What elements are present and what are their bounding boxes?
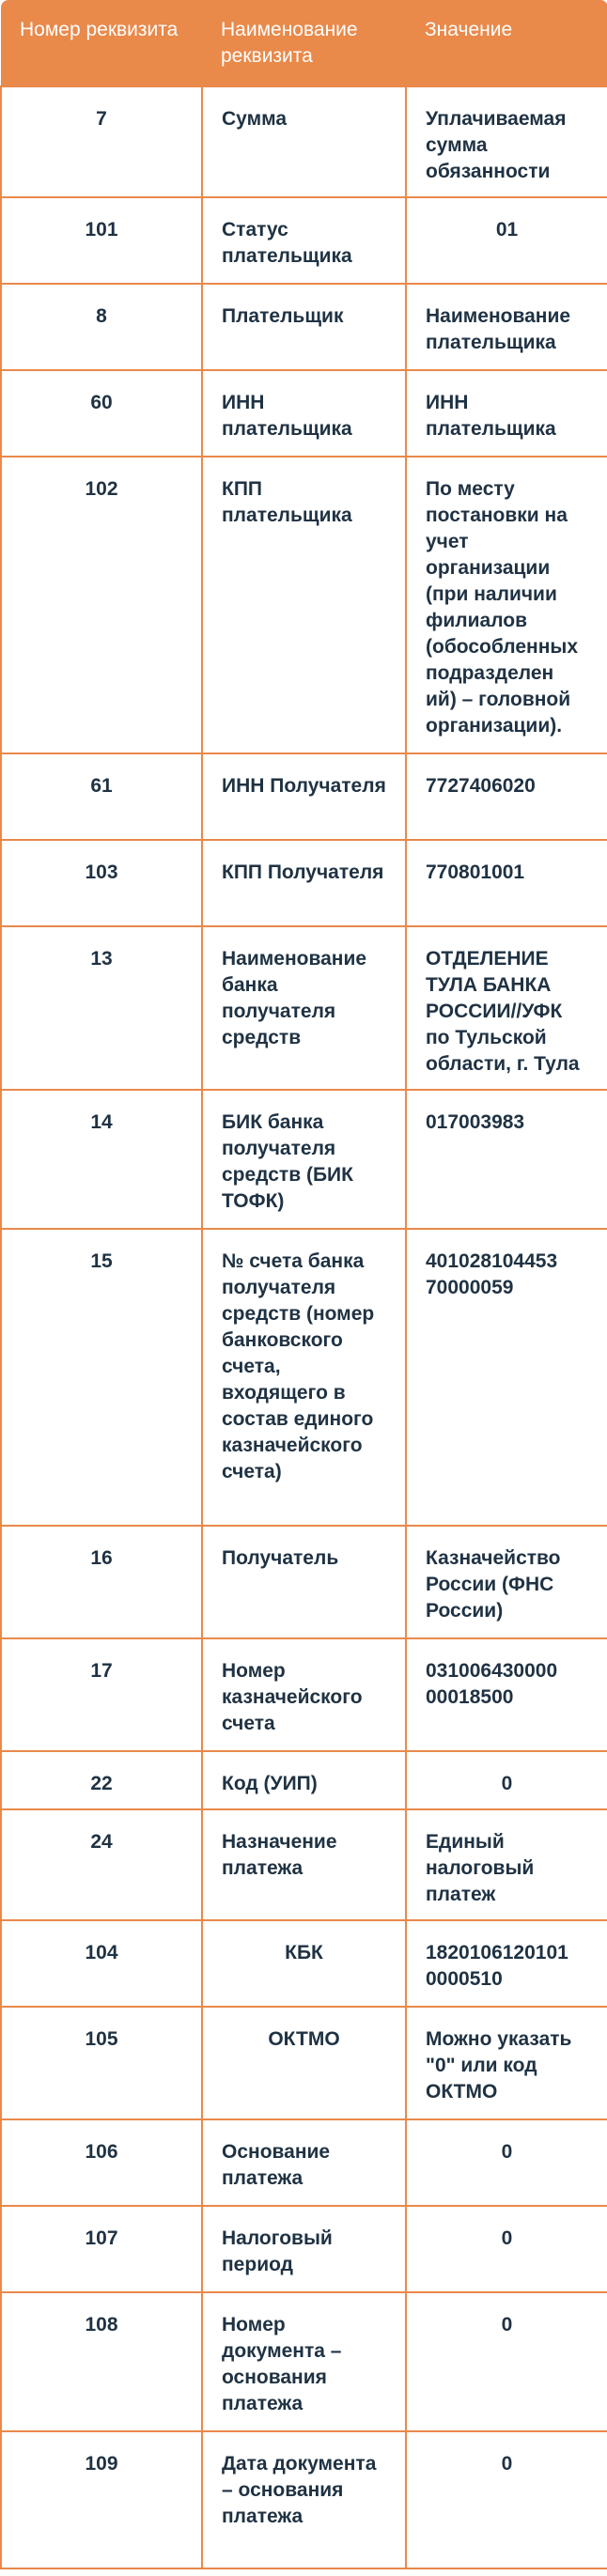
table-row (1, 753, 607, 840)
row-number: 60 (1, 370, 202, 457)
row-value: 0 (406, 2431, 607, 2568)
table-body (1, 86, 607, 2568)
row-number: 107 (1, 2206, 202, 2292)
table-row (1, 2431, 607, 2568)
row-value: 031006430000 00018500 (406, 1638, 607, 1751)
header-number: Номер реквизита (1, 0, 202, 86)
row-number: 14 (1, 1090, 202, 1229)
table-row (1, 370, 607, 457)
row-number: 22 (1, 1751, 202, 1809)
row-name: Наименование банка получателя средств (202, 926, 406, 1090)
table-row (1, 1526, 607, 1638)
row-name: КПП плательщика (202, 457, 406, 753)
row-name: КБК (202, 1920, 406, 2007)
row-name: КПП Получателя (202, 840, 406, 926)
table-row (1, 197, 607, 284)
row-value: 01 (406, 197, 607, 284)
row-number: 103 (1, 840, 202, 926)
table-row (1, 86, 607, 197)
table-row (1, 2007, 607, 2119)
table-row (1, 457, 607, 753)
row-number: 104 (1, 1920, 202, 2007)
row-name: Плательщик (202, 284, 406, 370)
row-number: 16 (1, 1526, 202, 1638)
row-value: 401028104453 70000059 (406, 1229, 607, 1526)
row-name: Получатель (202, 1526, 406, 1638)
row-number: 17 (1, 1638, 202, 1751)
row-value: 7727406020 (406, 753, 607, 840)
row-value: 017003983 (406, 1090, 607, 1229)
row-name: ОКТМО (202, 2007, 406, 2119)
row-value: 0 (406, 2206, 607, 2292)
row-name: № счета банка получателя средств (номер банковского счета, входящего в состав единого казначейского счета) (202, 1229, 406, 1526)
row-value: 1820106120101 0000510 (406, 1920, 607, 2007)
row-number: 15 (1, 1229, 202, 1526)
header-name: Наименование реквизита (202, 0, 406, 86)
table-row (1, 2119, 607, 2206)
row-name: Основание платежа (202, 2119, 406, 2206)
row-number: 13 (1, 926, 202, 1090)
row-name: Код (УИП) (202, 1751, 406, 1809)
row-name: Номер казначейского счета (202, 1638, 406, 1751)
row-name: Номер документа – основания платежа (202, 2292, 406, 2431)
row-number: 8 (1, 284, 202, 370)
row-number: 102 (1, 457, 202, 753)
row-value: ОТДЕЛЕНИЕ ТУЛА БАНКА РОССИИ//УФК по Тульской области, г. Тула (406, 926, 607, 1090)
table-row (1, 2206, 607, 2292)
row-value: Можно указать "0" или код ОКТМО (406, 2007, 607, 2119)
header-row (1, 0, 607, 86)
row-name: ИНН плательщика (202, 370, 406, 457)
table-row (1, 1920, 607, 2007)
table-row (1, 926, 607, 1090)
row-number: 24 (1, 1809, 202, 1920)
row-number: 108 (1, 2292, 202, 2431)
row-name: Сумма (202, 86, 406, 197)
row-value: Наименование плательщика (406, 284, 607, 370)
row-name: Дата документа – основания платежа (202, 2431, 406, 2568)
row-number: 106 (1, 2119, 202, 2206)
row-value: 0 (406, 2292, 607, 2431)
row-number: 7 (1, 86, 202, 197)
table-row (1, 1638, 607, 1751)
row-number: 101 (1, 197, 202, 284)
row-value: 0 (406, 1751, 607, 1809)
row-value: ИНН плательщика (406, 370, 607, 457)
row-value: По месту постановки на учет организации (при наличии филиалов (обособленных подразделен ий) – головной организации). (406, 457, 607, 753)
row-number: 109 (1, 2431, 202, 2568)
row-value: Уплачиваемая сумма обязанности (406, 86, 607, 197)
row-name: ИНН Получателя (202, 753, 406, 840)
row-name: Статус плательщика (202, 197, 406, 284)
row-number: 105 (1, 2007, 202, 2119)
row-name: БИК банка получателя средств (БИК ТОФК) (202, 1090, 406, 1229)
header-value: Значение (406, 0, 607, 86)
table-row (1, 2292, 607, 2431)
table-row (1, 1090, 607, 1229)
table-row (1, 1809, 607, 1920)
row-number: 61 (1, 753, 202, 840)
row-value: 0 (406, 2119, 607, 2206)
table-row (1, 840, 607, 926)
row-value: Единый налоговый платеж (406, 1809, 607, 1920)
table-row (1, 1751, 607, 1809)
row-value: 770801001 (406, 840, 607, 926)
table-row (1, 1229, 607, 1526)
table-header (1, 0, 607, 86)
row-name: Налоговый период (202, 2206, 406, 2292)
table-row (1, 284, 607, 370)
row-name: Назначение платежа (202, 1809, 406, 1920)
row-value: Казначейство России (ФНС России) (406, 1526, 607, 1638)
